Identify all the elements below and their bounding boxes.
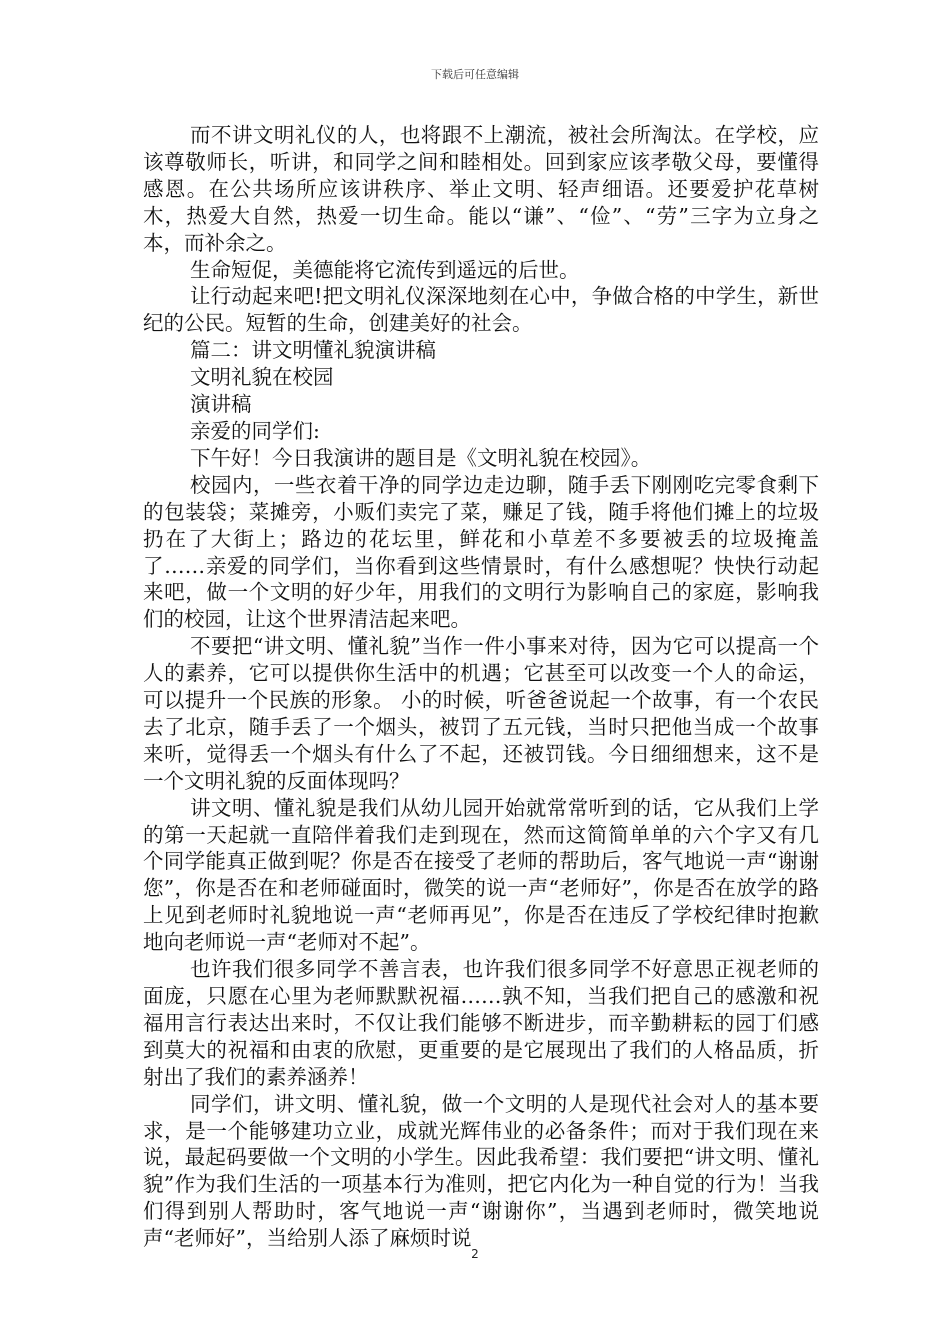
page-number: 2	[471, 1247, 479, 1261]
page-header-note: 下载后可任意编辑	[431, 68, 519, 81]
paragraph: 下午好！今日我演讲的题目是《文明礼貌在校园》。	[190, 445, 652, 470]
document-body	[143, 122, 819, 1252]
paragraph: 讲文明、懂礼貌是我们从幼儿园开始就常常听到的话，它从我们上学的第一天起就一直陪伴着我们走到现在，然而这简简单单的六个字又有几个同学能真正做到呢？你是否在接受了老师的帮助后，客气地说一声“谢谢您”，你是否在和老师碰面时，微笑的说一声“老师好”，你是否在放学的路上见到老师时礼貌地说一声“老师再见”，你是否在违反了学校纪律时抱歉地向老师说一声“老师对不起”。	[143, 795, 819, 955]
speech-subtitle: 演讲稿	[190, 392, 252, 417]
paragraph: 也许我们很多同学不善言表，也许我们很多同学不好意思正视老师的面庞，只愿在心里为老师默默祝福……孰不知，当我们把自己的感激和祝福用言行表达出来时，不仅让我们能够不断进步，而辛勤耕耘的园丁们感到莫大的祝福和由衷的欣慰，更重要的是它展现出了我们的人格品质，折射出了我们的素养涵养！	[143, 957, 819, 1089]
paragraph: 不要把“讲文明、懂礼貌”当作一件小事来对待，因为它可以提高一个人的素养，它可以提供你生活中的机遇；它甚至可以改变一个人的命运，可以提升一个民族的形象。 小的时候，听爸爸说起一个故事，有一个农民去了北京，随手丢了一个烟头，被罚了五元钱，当时只把他当成一个故事来听，觉得丢一个烟头有什么了不起，还被罚钱。今日细细想来，这不是一个文明礼貌的反面体现吗？	[143, 634, 819, 793]
paragraph: 让行动起来吧!把文明礼仪深深地刻在心中，争做合格的中学生，新世纪的公民。短暂的生命，创建美好的社会。	[143, 284, 819, 336]
salutation: 亲爱的同学们:	[190, 418, 320, 443]
section-heading: 篇二：讲文明懂礼貌演讲稿	[190, 338, 436, 363]
paragraph: 同学们，讲文明、懂礼貌，做一个文明的人是现代社会对人的基本要求，是一个能够建功立业，成就光辉伟业的必备条件；而对于我们现在来说，最起码要做一个文明的小学生。因此我希望：我们要把“讲文明、懂礼貌”作为我们生活的一项基本行为准则，把它内化为一种自觉的行为！当我们得到别人帮助时，客气地说一声“谢谢你”，当遇到老师时，微笑地说声“老师好”，当给别人添了麻烦时说	[143, 1091, 819, 1251]
paragraph: 校园内，一些衣着干净的同学边走边聊，随手丢下刚刚吃完零食剩下的包装袋；菜摊旁，小贩们卖完了菜，赚足了钱，随手将他们摊上的垃圾扔在了大街上；路边的花坛里，鲜花和小草差不多要被丢的垃圾掩盖了……亲爱的同学们，当你看到这些情景时，有什么感想呢？快快行动起来吧，做一个文明的好少年，用我们的文明行为影响自己的家庭，影响我们的校园，让这个世界清洁起来吧。	[143, 472, 819, 632]
paragraph: 而不讲文明礼仪的人，也将跟不上潮流，被社会所淘汰。在学校，应该尊敬师长，听讲，和同学之间和睦相处。回到家应该孝敬父母，要懂得感恩。在公共场所应该讲秩序、举止文明、轻声细语。还要爱护花草树木，热爱大自然，热爱一切生命。能以“谦”、“俭”、“劳”三字为立身之本，而补余之。	[143, 123, 819, 255]
paragraph: 生命短促，美德能将它流传到遥远的后世。	[190, 257, 580, 282]
speech-title: 文明礼貌在校园	[190, 365, 334, 390]
